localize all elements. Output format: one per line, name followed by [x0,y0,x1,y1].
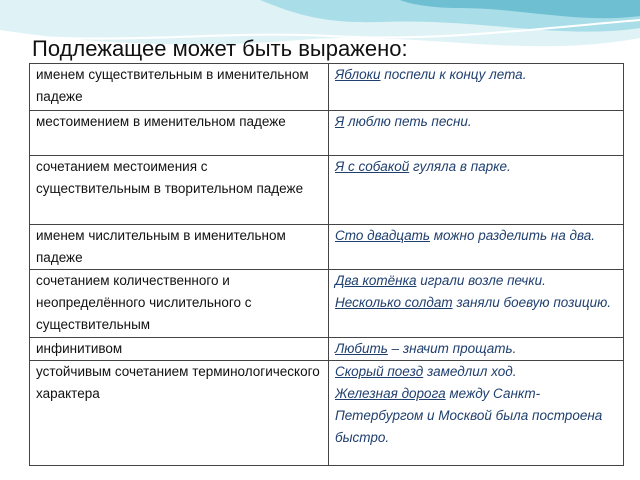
table-row [30,338,624,361]
table-row [30,111,624,156]
table-row [30,64,624,111]
subject-type-cell: сочетанием количественного и неопределённого числительного с существительным [30,270,329,338]
example-sentence [335,338,617,360]
predicate-phrase: заняли боевую позицию. [452,295,612,310]
example-sentence [335,111,617,133]
predicate-phrase: можно разделить на два. [430,228,595,243]
predicate-phrase: замедлил ход. [423,364,517,379]
example-sentence [335,292,617,314]
subject-type-cell: сочетанием местоимения с существительным в творительном падеже [30,156,329,225]
predicate-phrase: люблю петь песни. [344,114,472,129]
subject-phrase: Сто двадцать [335,228,431,243]
example-sentence [335,156,617,178]
example-sentence [335,383,617,449]
subject-phrase: Железная дорога [335,386,446,401]
example-sentence [335,270,617,292]
example-cell [329,338,624,361]
predicate-phrase: поспели к концу лета. [380,67,527,82]
table-row [30,270,624,338]
predicate-phrase: гуляла в парке. [409,159,511,174]
table-row [30,156,624,225]
subject-phrase: Скорый поезд [335,364,424,379]
example-cell [329,111,624,156]
example-cell [329,64,624,111]
example-cell [329,156,624,225]
subject-type-cell: местоимением в именительном падеже [30,111,329,156]
subject-phrase: Я с собакой [335,159,410,174]
example-sentence [335,225,617,247]
subject-phrase: Два котёнка [335,273,417,288]
table-row [30,225,624,270]
predicate-phrase: – значит прощать. [387,341,517,356]
subject-phrase: Яблоки [335,67,381,82]
example-sentence [335,361,617,383]
slide-title: Подлежащее может быть выражено: [32,36,408,61]
example-cell [329,225,624,270]
subject-type-cell: устойчивым сочетанием терминологического характера [30,361,329,466]
subject-type-cell: инфинитивом [30,338,329,361]
example-cell [329,270,624,338]
predicate-phrase: играли возле печки. [416,273,546,288]
example-sentence [335,64,617,86]
table-row [30,361,624,466]
subject-type-cell: именем существительным в именительном падеже [30,64,329,111]
example-cell [329,361,624,466]
subject-phrase: Я [335,114,345,129]
predicate-phrase: между Санкт-Петербургом и Москвой была построена быстро. [335,386,603,445]
subject-phrase: Несколько солдат [335,295,453,310]
subject-phrase: Любить [335,341,388,356]
subject-type-cell: именем числительным в именительном падеже [30,225,329,270]
subject-types-table [29,63,624,466]
